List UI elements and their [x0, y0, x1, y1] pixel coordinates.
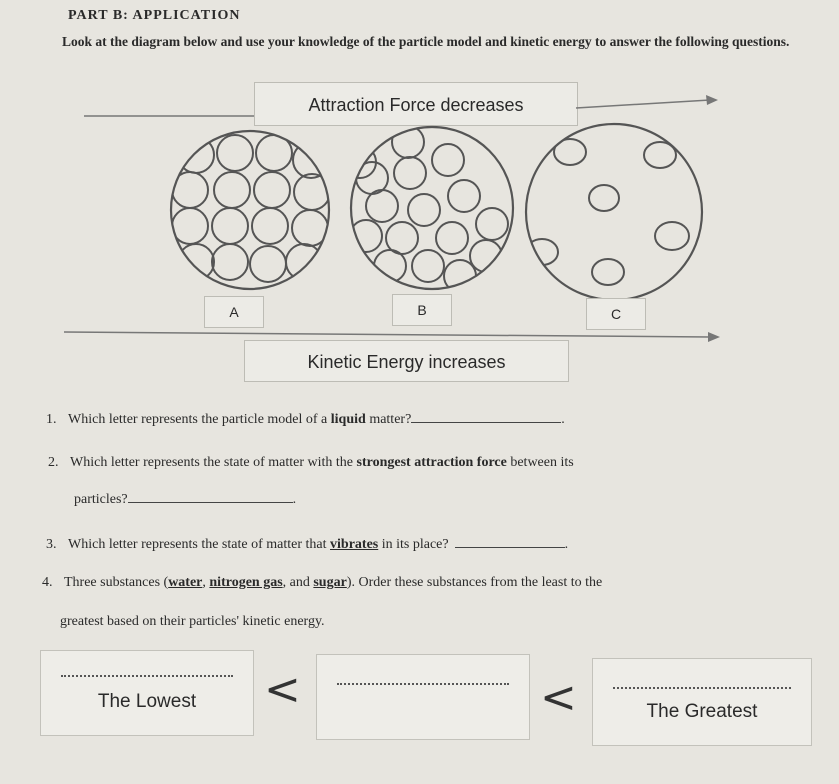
q3-text-before: Which letter represents the state of matter that — [68, 537, 331, 552]
q4-item-water: water — [168, 575, 203, 590]
q1-bold: liquid — [330, 412, 366, 427]
q3-number: 3. — [46, 537, 57, 552]
question-4-line2: greatest based on their particles' kinetic energy. — [60, 614, 325, 629]
q4-text-before: Three substances ( — [64, 575, 169, 590]
lowest-dotted-line — [61, 675, 233, 677]
less-than-sign-1: < — [264, 664, 301, 715]
q4-text-after: ). Order these substances from the least to the — [346, 575, 603, 590]
answer-box-middle[interactable] — [316, 654, 530, 740]
question-1 — [46, 412, 565, 428]
q1-answer-blank[interactable] — [411, 422, 561, 423]
q3-underlined: vibrates — [330, 537, 379, 552]
question-3 — [46, 537, 568, 553]
q2-text-before: Which letter represents the state of matter with the — [70, 455, 357, 470]
q2-end: . — [292, 492, 297, 507]
label-c: C — [586, 298, 646, 330]
container-c — [526, 124, 702, 300]
answer-box-lowest[interactable] — [40, 650, 254, 736]
q2-answer-blank[interactable] — [128, 502, 293, 503]
q1-number: 1. — [46, 412, 57, 427]
q2-text-after: between its — [506, 455, 574, 470]
q4-number: 4. — [42, 575, 53, 590]
section-title: PART B: APPLICATION — [68, 8, 241, 23]
kinetic-arrow — [64, 332, 710, 337]
question-2-line2 — [74, 492, 296, 508]
q3-answer-blank[interactable] — [455, 547, 565, 548]
attraction-force-label: Attraction Force decreases — [254, 82, 578, 126]
q1-text-before: Which letter represents the particle model of a — [68, 412, 331, 427]
greatest-label: The Greatest — [646, 701, 758, 722]
attraction-arrow-right — [576, 100, 710, 108]
question-4 — [42, 575, 832, 591]
q4-sep2: , and — [282, 575, 314, 590]
q4-sep1: , — [202, 575, 210, 590]
lowest-label: The Lowest — [97, 691, 197, 712]
q3-end: . — [564, 537, 569, 552]
container-b — [344, 126, 513, 292]
answer-box-greatest[interactable] — [592, 658, 812, 746]
middle-dotted-line — [337, 683, 509, 685]
less-than-sign-2: < — [540, 672, 577, 723]
label-b: B — [392, 294, 452, 326]
label-a: A — [204, 296, 264, 328]
q2-bold: strongest attraction force — [356, 455, 507, 470]
q1-text-after: matter? — [365, 412, 412, 427]
question-2 — [48, 455, 828, 471]
instructions: Look at the diagram below and use your knowledge of the particle model and kinetic energy to answer the following questions. — [62, 34, 790, 49]
greatest-dotted-line — [613, 687, 791, 689]
q4-item-sugar: sugar — [313, 575, 347, 590]
q1-end: . — [561, 412, 565, 427]
q3-text-after: in its place? — [378, 537, 449, 552]
q2-number: 2. — [48, 455, 59, 470]
kinetic-energy-label: Kinetic Energy increases — [244, 340, 569, 382]
kinetic-arrowhead — [708, 332, 720, 342]
q2-line2: particles? — [74, 492, 128, 507]
q4-item-nitrogen: nitrogen gas — [209, 575, 283, 590]
container-a — [171, 131, 330, 289]
attraction-arrowhead — [706, 95, 718, 105]
